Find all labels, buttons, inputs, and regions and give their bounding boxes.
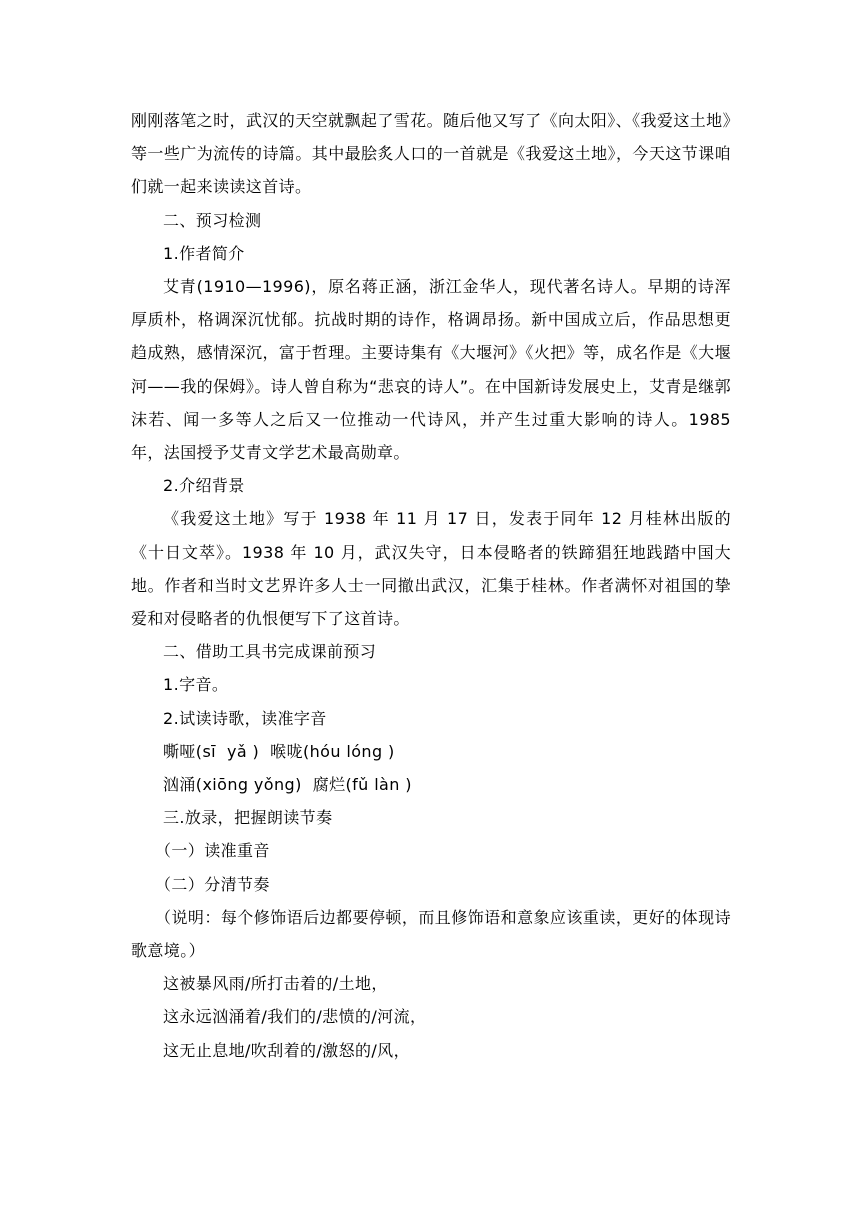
note-explanation: （说明：每个修饰语后边都要停顿，而且修饰语和意象应该重读，更好的体现诗歌意境。） [131,907,731,961]
paragraph-background: 《我爱这土地》写于 1938 年 11 月 17 日，发表于同年 12 月桂林出版的《十日文萃》。1938 年 10 月，武汉失守，日本侵略者的铁蹄猖狂地践踏中国大地。作者和当时文艺界许多人士一同撤出武汉，汇集于桂林。作者满怀对祖国的挚爱和对侵略者的仇恨便写下了这首诗。 [131,509,731,629]
item-stress: （一）读准重音 [155,841,270,861]
subheading-author-intro: 1.作者简介 [163,243,245,263]
paragraph-author-bio: 艾青(1910—1996)，原名蒋正涵，浙江金华人，现代著名诗人。早期的诗浑厚质朴，格调深沉忧郁。抗战时期的诗作，格调昂扬。新中国成立后，作品思想更趋成熟，感情深沉，富于哲理。主要诗集有《大堰河》《火把》等，成名作是《大堰河——我的保姆》。诗人曾自称为“悲哀的诗人”。在中国新诗发展史上，艾青是继郭沫若、闻一多等人之后又一位推动一代诗风，并产生过重大影响的诗人。1985 年，法国授予艾青文学艺术最高勋章。 [131,277,731,463]
document-page [131,104,731,1067]
pinyin-line-2: 汹涌(xiōng yǒng) 腐烂(fǔ làn ) [163,775,412,795]
subheading-background: 2.介绍背景 [163,476,245,496]
heading-preview-check: 二、预习检测 [163,210,262,230]
item-rhythm: （二）分清节奏 [155,874,270,894]
pinyin-line-1: 嘶哑(sī yǎ ) 喉咙(hóu lóng ) [163,741,395,761]
poem-line-2: 这永远汹涌着/我们的/悲愤的/河流， [163,1007,427,1027]
heading-rhythm: 三.放录，把握朗读节奏 [163,808,333,828]
item-pronunciation: 1.字音。 [163,675,229,695]
paragraph-intro-continuation: 刚刚落笔之时，武汉的天空就飘起了雪花。随后他又写了《向太阳》、《我爱这土地》等一些广为流传的诗篇。其中最脍炙人口的一首就是《我爱这土地》，今天这节课咱们就一起来读读这首诗。 [131,111,731,197]
poem-line-3: 这无止息地/吹刮着的/激怒的/风， [163,1040,410,1060]
item-trial-reading: 2.试读诗歌，读准字音 [163,708,327,728]
heading-preview-tools: 二、借助工具书完成课前预习 [163,642,377,662]
poem-line-1: 这被暴风雨/所打击着的/土地， [163,974,388,994]
